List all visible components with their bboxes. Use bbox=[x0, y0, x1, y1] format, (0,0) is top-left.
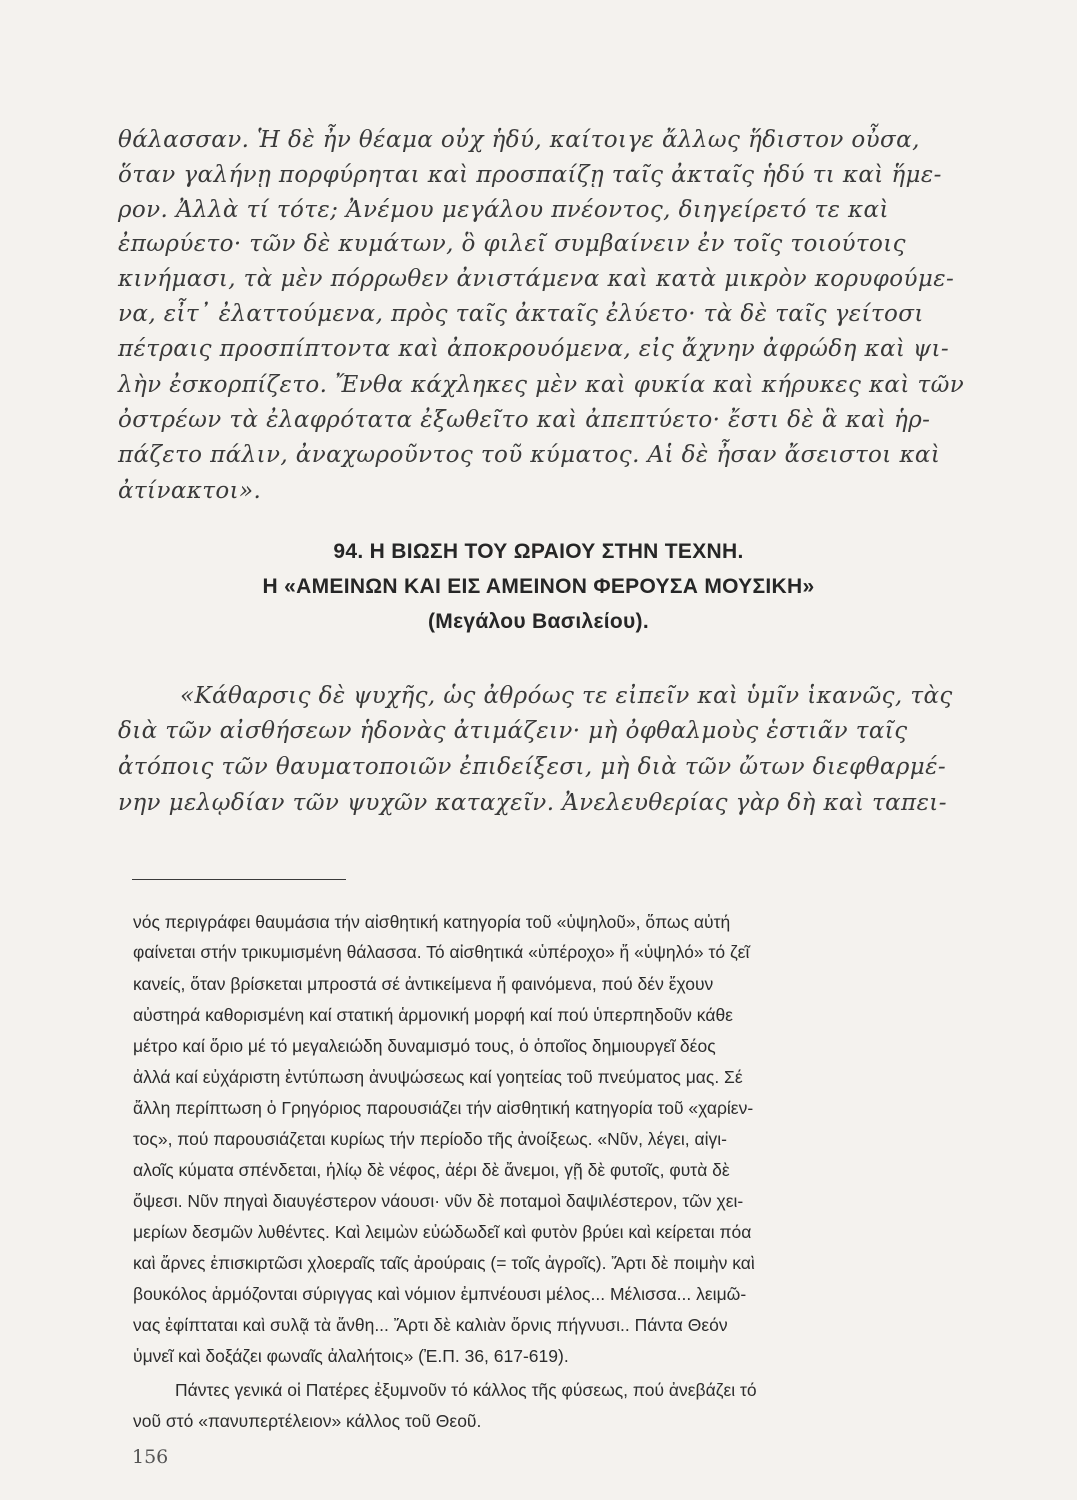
quote2-line: διὰ τῶν αἰσθήσεων ἡδονὰς ἀτιμάζειν· μὴ ὀφθαλμοὺς ἑστιᾶν ταῖς bbox=[118, 718, 908, 744]
footnote-line: αλοῖς κύματα σπένδεται, ἡλίῳ δὲ νέφος, ἀέρι δὲ ἄνεμοι, γῇ δὲ φυτοῖς, φυτὰ δὲ bbox=[133, 1160, 730, 1180]
footnote-line: νοῦ στό «πανυπερτέλειον» κάλλος τοῦ Θεοῦ. bbox=[133, 1411, 482, 1431]
footnote-line: βουκόλος ἁρμόζονται σύριγγας καὶ νόμιον ἐμπνέουσι μέλος... Μέλισσα... λειμῶ- bbox=[133, 1284, 747, 1304]
quote2-line: ἀτόποις τῶν θαυματοποιῶν ἐπιδείξεσι, μὴ διὰ τῶν ὤτων διεφθαρμέ- bbox=[118, 754, 947, 780]
footnote-separator bbox=[132, 879, 346, 880]
footnote-line: νός περιγράφει θαυμάσια τήν αἰσθητική κατηγορία τοῦ «ὑψηλοῦ», ὅπως αὐτή bbox=[133, 912, 731, 932]
quote1-line: πέτραις προσπίπτοντα καὶ ἀποκρουόμενα, εἰς ἄχνην ἀφρώδη καὶ ψι- bbox=[118, 336, 950, 362]
footnote-line: μερίων δεσμῶν λυθέντες. Καὶ λειμὼν εὐώδωδεῖ καὶ φυτὸν βρύει καὶ κείρεται πόα bbox=[133, 1222, 752, 1242]
footnote-line: φαίνεται στήν τρικυμισμένη θάλασσα. Τό αἰσθητικά «ὑπέροχο» ἤ «ὑψηλό» τό ζεῖ bbox=[133, 942, 750, 962]
section-subtitle: Η «ΑΜΕΙΝΩΝ ΚΑΙ ΕΙΣ ΑΜΕΙΝΟΝ ΦΕΡΟΥΣΑ ΜΟΥΣΙΚΗ» bbox=[262, 575, 815, 598]
section-title: 94. Η ΒΙΩΣΗ ΤΟΥ ΩΡΑΙΟΥ ΣΤΗΝ ΤΕΧΝΗ. bbox=[333, 540, 744, 563]
footnote-line: νας ἐφίπταται καὶ συλᾷ τὰ ἄνθη... Ἄρτι δὲ καλιὰν ὄρνις πήγνυσι.. Πάντα Θεόν bbox=[133, 1315, 728, 1335]
quote1-line: θάλασσαν. Ἡ δὲ ἦν θέαμα οὐχ ἡδύ, καίτοιγε ἄλλως ἥδιστον οὖσα, bbox=[118, 127, 920, 153]
quote1-line: ἐπωρύετο· τῶν δὲ κυμάτων, ὃ φιλεῖ συμβαίνειν ἐν τοῖς τοιούτοις bbox=[118, 231, 906, 257]
quote1-line: κινήμασι, τὰ μὲν πόρρωθεν ἀνιστάμενα καὶ κατὰ μικρὸν κορυφούμε- bbox=[118, 266, 955, 292]
quote1-line: πάζετο πάλιν, ἀναχωροῦντος τοῦ κύματος. Αἱ δὲ ἦσαν ἄσειστοι καὶ bbox=[118, 442, 941, 468]
footnote-line: ἄλλη περίπτωση ὁ Γρηγόριος παρουσιάζει τήν αἰσθητική κατηγορία τοῦ «χαρίεν- bbox=[133, 1098, 754, 1118]
quote1-line: ρον. Ἀλλὰ τί τότε; Ἀνέμου μεγάλου πνέοντος, διηγείρετό τε καὶ bbox=[118, 197, 889, 223]
quote2-line: νην μελῳδίαν τῶν ψυχῶν καταχεῖν. Ἀνελευθερίας γὰρ δὴ καὶ ταπει- bbox=[118, 790, 947, 816]
quote1-line: να, εἶτ᾽ ἐλαττούμενα, πρὸς ταῖς ἀκταῖς ἐλύετο· τὰ δὲ ταῖς γείτοσι bbox=[118, 301, 924, 327]
quote1-line: ὀστρέων τὰ ἐλαφρότατα ἐξωθεῖτο καὶ ἀπεπτύετο· ἔστι δὲ ἃ καὶ ἡρ- bbox=[118, 407, 931, 433]
footnote-line: κανείς, ὅταν βρίσκεται μπροστά σέ ἀντικείμενα ἤ φαινόμενα, πού δέν ἔχουν bbox=[133, 974, 714, 994]
footnote-line: αὐστηρά καθορισμένη καί στατική ἁρμονική μορφή καί πού ὑπερπηδοῦν κάθε bbox=[133, 1005, 733, 1025]
footnote-line: μέτρο καί ὅριο μέ τό μεγαλειώδη δυναμισμό τους, ὁ ὁποῖος δημιουργεῖ δέος bbox=[133, 1036, 716, 1056]
quote2-line: «Κάθαρσις δὲ ψυχῆς, ὡς ἀθρόως τε εἰπεῖν καὶ ὑμῖν ἱκανῶς, τὰς bbox=[180, 683, 953, 709]
footnote-line: ἀλλά καί εὐχάριστη ἐντύπωση ἀνυψώσεως καί γοητείας τοῦ πνεύματος μας. Σέ bbox=[133, 1067, 743, 1087]
quote1-line: ἀτίνακτοι». bbox=[118, 478, 262, 504]
footnote-line: ὄψεσι. Νῦν πηγαὶ διαυγέστερον νάουσι· νῦν δὲ ποταμοὶ δαψιλέστερον, τῶν χει- bbox=[133, 1191, 744, 1211]
footnote-line: τος», πού παρουσιάζεται κυρίως τήν περίοδο τῆς ἀνοίξεως. «Νῦν, λέγει, αἰγι- bbox=[133, 1129, 727, 1149]
footnote-line: ὑμνεῖ καὶ δοξάζει φωναῖς ἀλαλήτοις» (Ἐ.Π. 36, 617-619). bbox=[133, 1346, 569, 1366]
section-attribution: (Μεγάλου Βασιλείου). bbox=[428, 610, 649, 633]
footnote-line: Πάντες γενικά οἱ Πατέρες ἐξυμνοῦν τό κάλλος τῆς φύσεως, πού ἀνεβάζει τό bbox=[175, 1380, 757, 1400]
quote1-line: λὴν ἐσκορπίζετο. Ἔνθα κάχληκες μὲν καὶ φυκία καὶ κήρυκες καὶ τῶν bbox=[118, 372, 965, 398]
footnote-line: καὶ ἄρνες ἐπισκιρτῶσι χλοεραῖς ταῖς ἀρούραις (= τοῖς ἀγροῖς). Ἄρτι δὲ ποιμὴν καὶ bbox=[133, 1253, 755, 1273]
page-number: 156 bbox=[132, 1446, 169, 1468]
quote1-line: ὅταν γαλήνῃ πορφύρηται καὶ προσπαίζῃ ταῖς ἀκταῖς ἡδύ τι καὶ ἥμε- bbox=[118, 162, 942, 188]
